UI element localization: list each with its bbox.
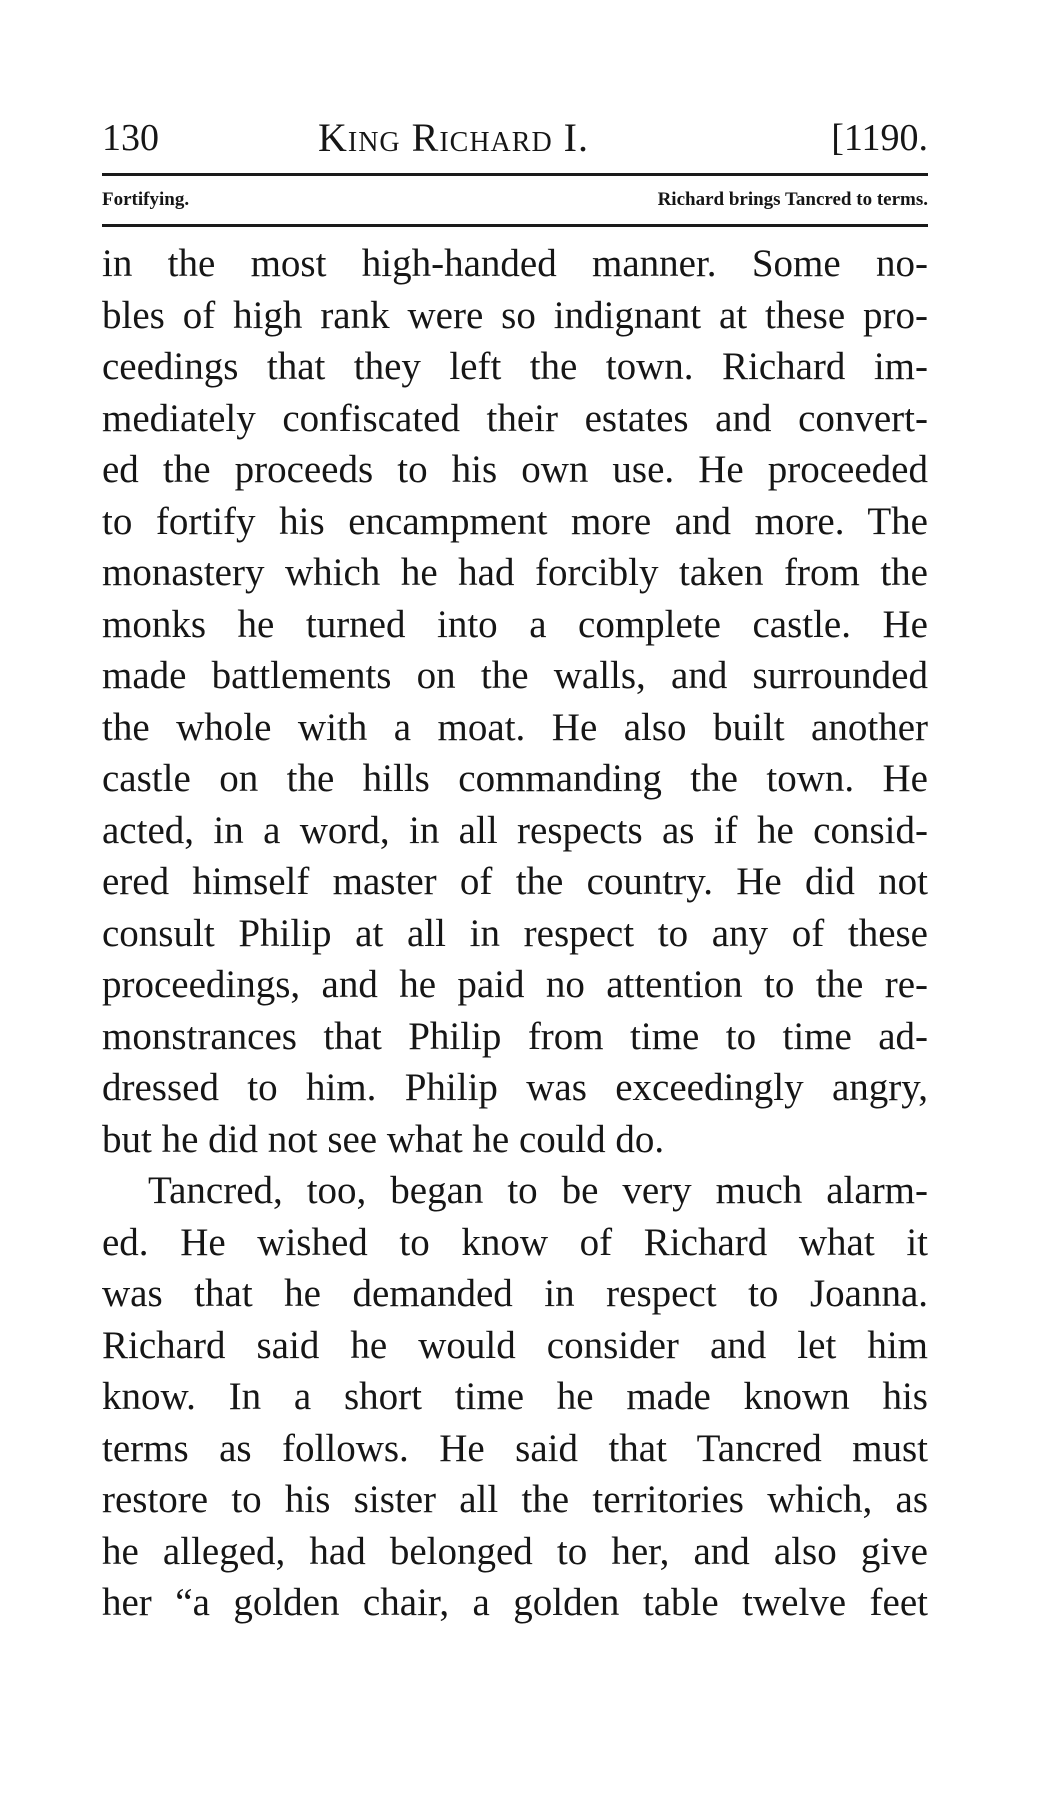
text-line: ed. He wished to know of Richard what it xyxy=(102,1220,928,1264)
text-line: Richard said he would consider and let him xyxy=(102,1323,928,1367)
paragraph-2 xyxy=(102,1165,928,1629)
header-rule-top xyxy=(102,173,928,176)
text-line: but he did not see what he could do. xyxy=(102,1117,665,1161)
running-title: King Richard I. xyxy=(318,115,589,160)
text-line: in the most high-handed manner. Some no- xyxy=(102,242,928,285)
text-line: was that he demanded in respect to Joanna. xyxy=(102,1272,928,1315)
text-line: know. In a short time he made known his xyxy=(102,1375,928,1418)
header-rule-bottom xyxy=(102,224,928,227)
text-line: acted, in a word, in all respects as if he consid- xyxy=(102,808,928,852)
page-number: 130 xyxy=(102,117,159,159)
text-line: consult Philip at all in respect to any of these xyxy=(102,911,928,955)
text-line: made battlements on the walls, and surrounded xyxy=(102,654,928,697)
text-line: bles of high rank were so indignant at these pro- xyxy=(102,293,928,337)
text-line: her “a golden chair, a golden table twelve feet xyxy=(102,1581,928,1624)
running-year: [1190. xyxy=(831,117,928,159)
text-line: restore to his sister all the territories which, as xyxy=(102,1478,928,1521)
text-line: monstrances that Philip from time to time ad- xyxy=(102,1014,928,1058)
running-head xyxy=(102,108,928,168)
text-line: he alleged, had belonged to her, and also give xyxy=(102,1529,928,1573)
body-text xyxy=(102,238,928,1629)
text-line: the whole with a moat. He also built another xyxy=(102,705,928,749)
paragraph-1 xyxy=(102,238,928,1165)
side-notes xyxy=(102,182,928,218)
text-line: proceedings, and he paid no attention to the re- xyxy=(102,963,928,1006)
text-line: ered himself master of the country. He did not xyxy=(102,860,928,903)
text-line: mediately confiscated their estates and convert- xyxy=(102,396,928,440)
text-line: ed the proceeds to his own use. He proceeded xyxy=(102,448,928,491)
text-line: castle on the hills commanding the town. He xyxy=(102,757,928,800)
text-line: to fortify his encampment more and more. The xyxy=(102,499,928,543)
text-line: dressed to him. Philip was exceedingly angry, xyxy=(102,1066,928,1109)
side-note-left: Fortifying. xyxy=(102,189,190,210)
text-line: monastery which he had forcibly taken from the xyxy=(102,551,928,594)
side-note-right: Richard brings Tancred to terms. xyxy=(657,189,928,210)
text-line: terms as follows. He said that Tancred must xyxy=(102,1426,928,1470)
text-line: Tancred, too, began to be very much alarm- xyxy=(148,1169,928,1212)
text-line: monks he turned into a complete castle. He xyxy=(102,602,928,646)
text-line: ceedings that they left the town. Richard im- xyxy=(102,345,928,388)
